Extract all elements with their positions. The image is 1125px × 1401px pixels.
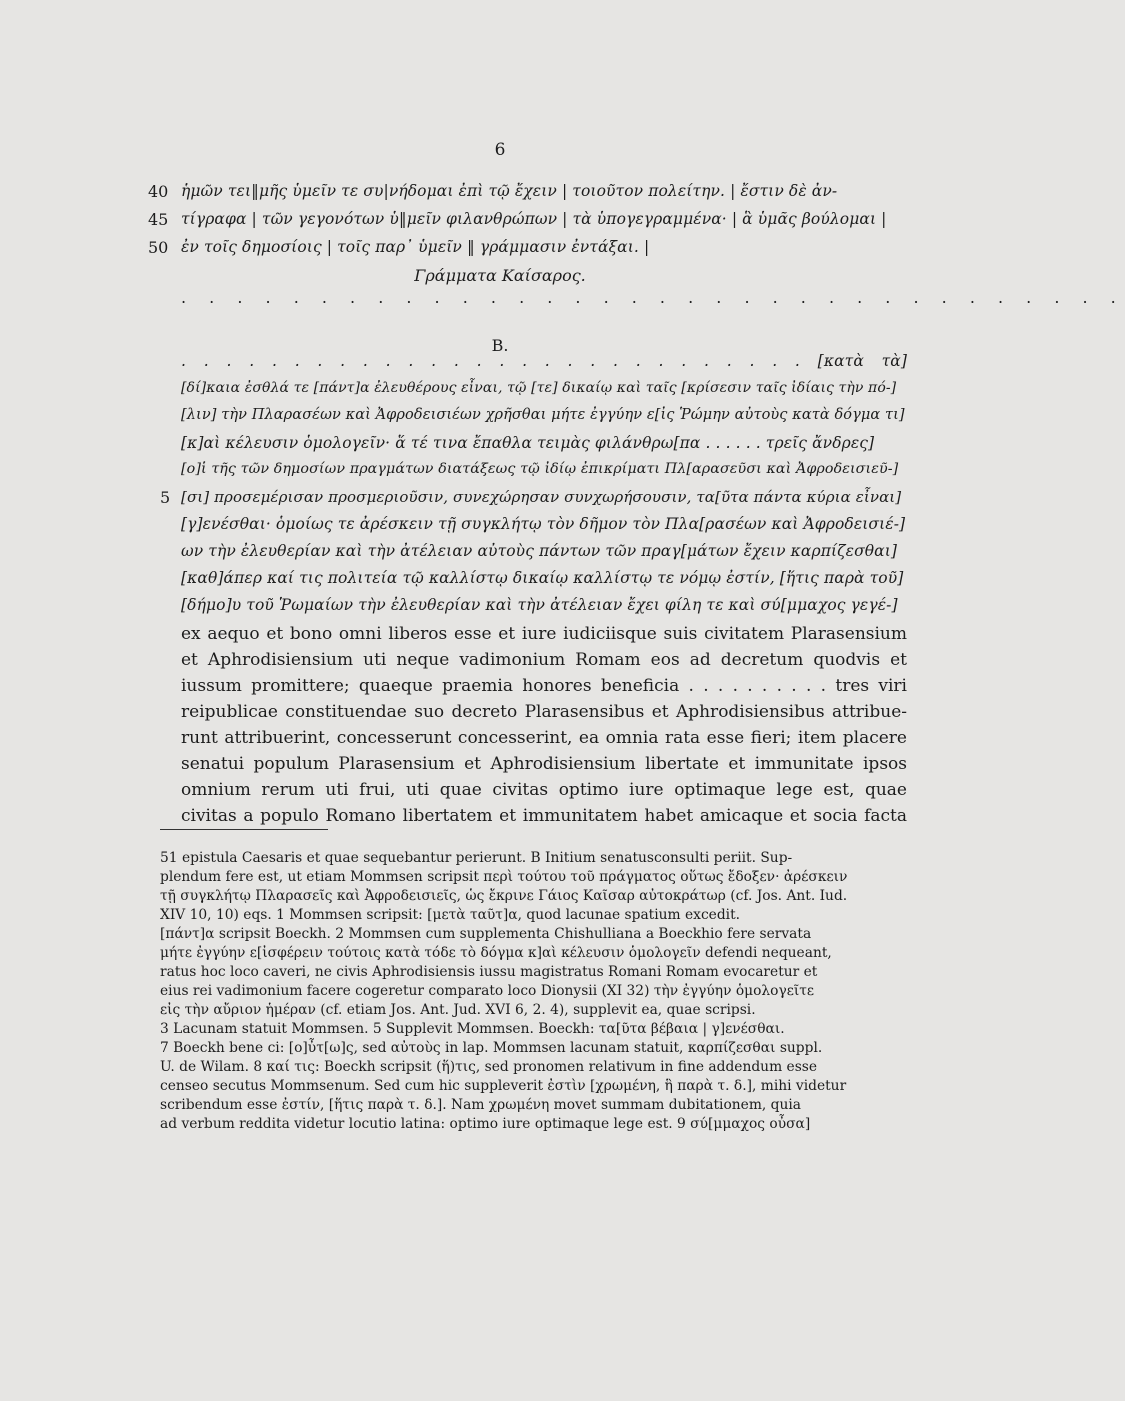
footnote-line: εἰς τὴν αὔριον ἡμέραν (cf. etiam Jos. Ant. Jud. XVI 6, 2. 4), supplevit ea, quae scripsi.	[160, 1002, 756, 1018]
footnote-line: XIV 10, 10) eqs. 1 Mommsen scripsit: [μετὰ ταῦτ]α, quod lacunae spatium excedit.	[160, 907, 741, 923]
footnote-line: censeo secutus Mommsenum. Sed cum hic suppleverit ἐστὶν [χρωμένη, ἣ παρὰ τ. δ.], mihi videtur	[160, 1078, 847, 1094]
greek-line: ἡμῶν τει‖μῆς ὑμεῖν τε συ|νήδομαι ἐπὶ τῷ ἔχειν | τοιοῦτον πολείτην. | ἔστιν δὲ ἀν-	[181, 182, 838, 200]
page-number: 6	[494, 140, 506, 160]
footnote-line: U. de Wilam. 8 καί τις: Boeckh scripsit (ἥ)τις, sed pronomen relativum in fine addendum esse	[160, 1059, 818, 1075]
footnote-line: ad verbum reddita videtur locutio latina: optimo iure optimaque lege est. 9 σύ[μμαχος οὖσα]	[160, 1116, 811, 1132]
greek-line: [σι] προσεμέρισαν προσμεριοῦσιν, συνεχώρησαν συνχωρήσουσιν, τα[ῦτα πάντα κύρια εἶναι]	[181, 488, 902, 506]
footnote-line: plendum fere est, ut etiam Mommsen scripsit περὶ τούτου τοῦ πράγματος οὕτως ἔδοξεν· ἀρέσκειν	[160, 869, 848, 885]
greek-line: . . . . . . . . . . . . . . . . . . . . . . . . . . . . [κατὰ τὰ]	[181, 352, 907, 370]
footnote-line: [πάντ]α scripsit Boeckh. 2 Mommsen cum supplementa Chishulliana a Boeckhio fere servata	[160, 926, 812, 942]
latin-line: omnium rerum uti frui, uti quae civitas optimo iure optimaque lege est, quae	[181, 780, 907, 800]
greek-line: ἐν τοῖς δημοσίοις | τοῖς παρ᾽ ὑμεῖν ‖ γράμμασιν ἐντάξαι. |	[181, 238, 650, 256]
latin-line: et Aphrodisiensium uti neque vadimonium Romam eos ad decretum quodvis et	[181, 650, 907, 670]
section-heading: B.	[491, 336, 509, 355]
greek-line: τίγραφα | τῶν γεγονότων ὑ‖μεῖν φιλανθρώπων | τὰ ὑπογεγραμμένα· | ἃ ὑμᾶς βούλομαι |	[181, 210, 887, 228]
footnote-line: τῇ συγκλήτῳ Πλαρασεῖς καὶ Ἀφροδεισιεῖς, ὡς ἔκρινε Γάιος Καῖσαρ αὐτοκράτωρ (cf. Jos. Ant. Iud.	[160, 888, 848, 904]
footnote-rule	[160, 829, 328, 830]
line-number: 5	[160, 488, 171, 507]
line-number: 50	[148, 238, 169, 257]
footnote-line: 7 Boeckh bene ci: [ο]ὖτ[ω]ς, sed αὐτοὺς in lap. Mommsen lacunam statuit, καρπίζεσθαι suppl.	[160, 1040, 823, 1056]
footnote-line: μήτε ἐγγύην ε[ἰσφέρειν τούτοις κατὰ τόδε τὸ δόγμα κ]αὶ κέλευσιν ὁμολογεῖν defendi nequeant,	[160, 945, 832, 961]
greek-line: ων τὴν ἐλευθερίαν καὶ τὴν ἀτέλειαν αὐτοὺς πάντων τῶν πραγ[μάτων ἔχειν καρπίζεσθαι]	[181, 542, 898, 560]
footnote-line: 51 epistula Caesaris et quae sequebantur perierunt. B Initium senatusconsulti periit. Sup-	[160, 850, 793, 866]
line-number: 45	[148, 210, 169, 229]
greek-line: [δήμο]υ τοῦ Ῥωμαίων τὴν ἐλευθερίαν καὶ τὴν ἀτέλειαν ἔχει φίλη τε καὶ σύ[μμαχος γεγέ-]	[181, 596, 898, 614]
latin-line: reipublicae constituendae suo decreto Plarasensibus et Aphrodisiensibus attribue-	[181, 702, 907, 722]
latin-line: iussum promittere; quaeque praemia honores beneficia . . . . . . . . . . tres viri	[181, 676, 907, 696]
lacuna-dots: . . . . . . . . . . . . . . . . . . . . . . . . . . . . . . . . . .	[181, 288, 1125, 307]
greek-line: [λιν] τὴν Πλαρασέων καὶ Ἀφροδεισιέων χρῆσθαι μήτε ἐγγύην ε[ἰς Ῥώμην αὐτοὺς κατὰ δόγμα τι]	[181, 407, 905, 423]
greek-line: [καθ]άπερ καί τις πολιτεία τῷ καλλίστῳ δικαίῳ καλλίστῳ τε νόμῳ ἐστίν, [ἥτις παρὰ τοῦ]	[181, 569, 904, 587]
greek-line: [κ]αὶ κέλευσιν ὁμολογεῖν· ἅ τέ τινα ἔπαθλα τειμὰς φιλάνθρω[πα . . . . . . τρεῖς ἄνδρες]	[181, 434, 875, 452]
greek-line: [ο]ἱ τῆς τῶν δημοσίων πραγμάτων διατάξεως τῷ ἰδίῳ ἐπικρίματι Πλ[αρασεῦσι καὶ Ἀφροδεισιεῦ-]	[181, 461, 899, 477]
latin-line: senatui populum Plarasensium et Aphrodisiensium libertate et immunitate ipsos	[181, 754, 907, 774]
latin-line: ex aequo et bono omni liberos esse et iure iudiciisque suis civitatem Plarasensium	[181, 624, 907, 644]
latin-line: civitas a populo Romano libertatem et immunitatem habet amicaque et socia facta	[181, 806, 907, 826]
footnote-line: ratus hoc loco caveri, ne civis Aphrodisiensis iussu magistratus Romani Romam evocaretur et	[160, 964, 818, 980]
footnote-line: eius rei vadimonium facere cogeretur comparato loco Dionysii (XI 32) τὴν ἐγγύην ὁμολογεῖτε	[160, 983, 815, 999]
footnote-line: 3 Lacunam statuit Mommsen. 5 Supplevit Mommsen. Boeckh: τα[ῦτα βέβαια | γ]ενέσθαι.	[160, 1021, 785, 1037]
line-number: 40	[148, 182, 169, 201]
greek-line: [δί]καια ἐσθλά τε [πάντ]α ἐλευθέρους εἶναι, τῷ [τε] δικαίῳ καὶ ταῖς [κρίσεσιν ταῖς ἰδίαις τὴν πό-]	[181, 380, 897, 396]
letter-title: Γράμματα Καίσαρος.	[414, 266, 586, 285]
greek-line: [γ]ενέσθαι· ὁμοίως τε ἀρέσκειν τῇ συγκλήτῳ τὸν δῆμον τὸν Πλα[ρασέων καὶ Ἀφροδεισιέ-]	[181, 515, 906, 533]
footnote-line: scribendum esse ἐστίν, [ἥτις παρὰ τ. δ.]. Nam χρωμένη movet summam dubitationem, quia	[160, 1097, 802, 1113]
latin-line: runt attribuerint, concesserunt concesserint, ea omnia rata esse fieri; item placere	[181, 728, 907, 748]
